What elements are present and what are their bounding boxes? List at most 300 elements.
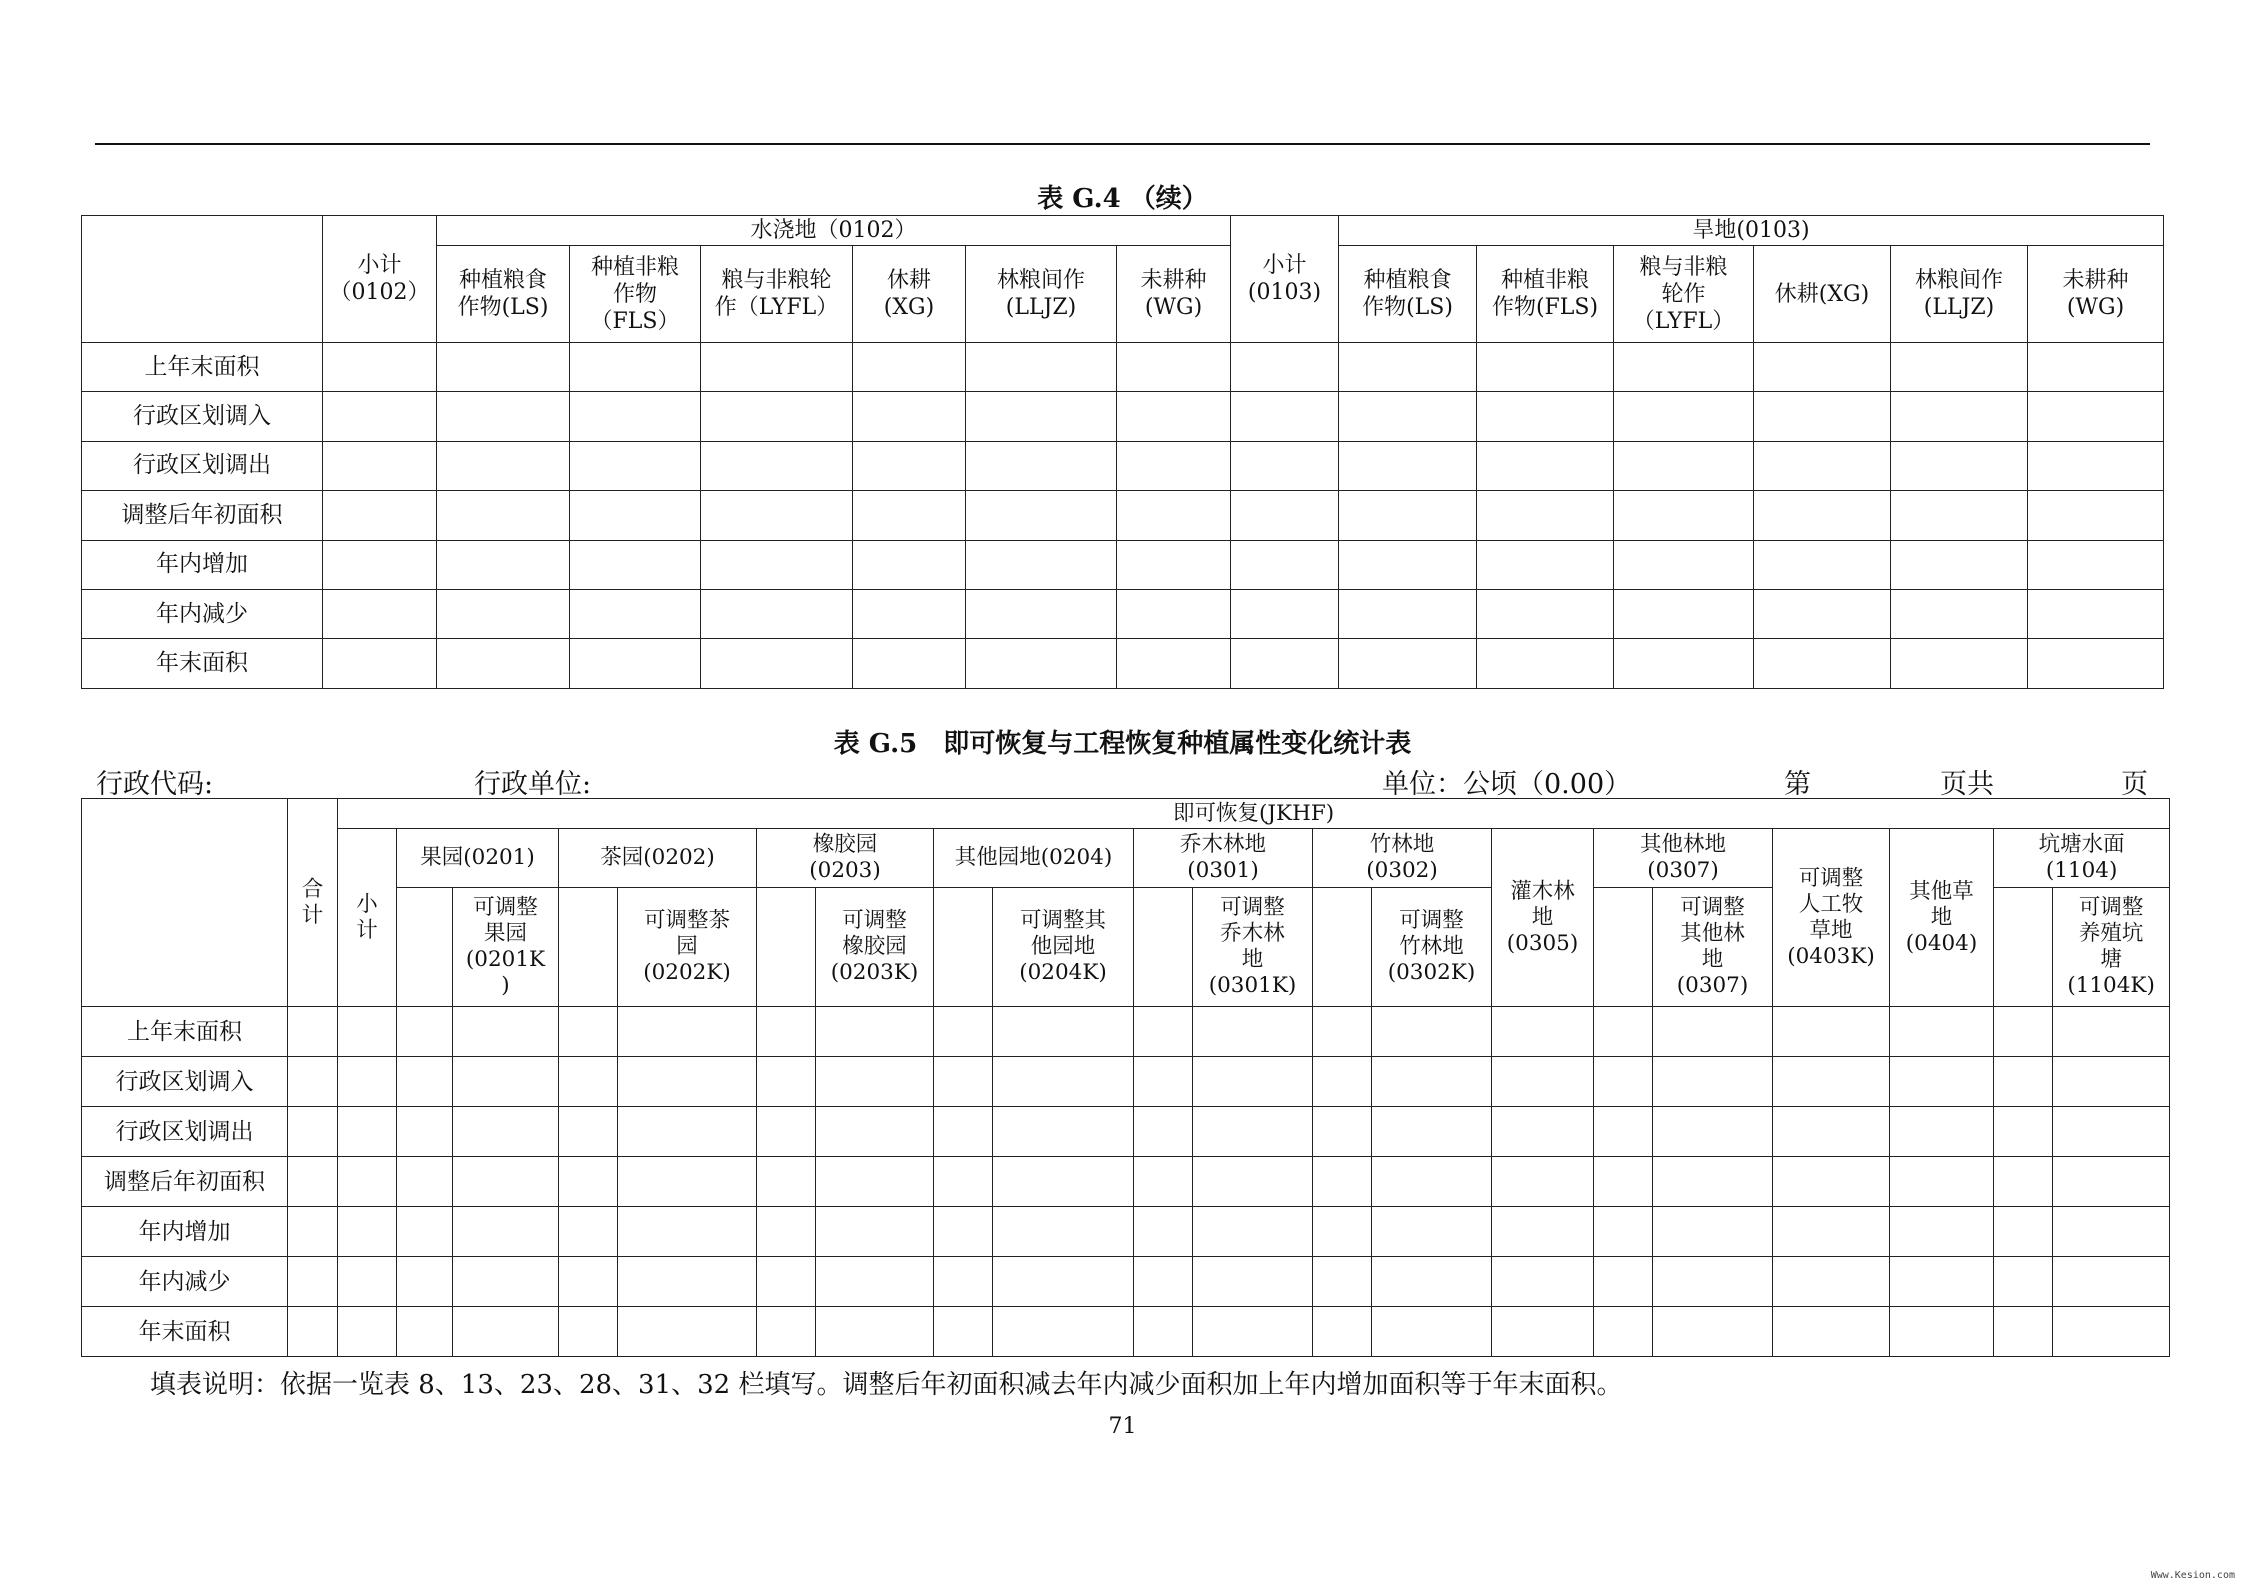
- data-cell: [1477, 540, 1614, 589]
- data-cell: [816, 1157, 934, 1207]
- admin-code-label: 行政代码:: [96, 769, 214, 800]
- data-cell: [993, 1157, 1134, 1207]
- adjustable-subheader: 可调整 其他林 地 (0307): [1653, 888, 1773, 1007]
- data-cell: [1890, 1257, 1994, 1307]
- data-cell: [816, 1007, 934, 1057]
- data-cell: [934, 1157, 993, 1207]
- data-cell: [1890, 1007, 1994, 1057]
- data-cell: [1372, 1107, 1492, 1157]
- data-cell: [338, 1257, 397, 1307]
- data-cell: [453, 1307, 559, 1357]
- row-label: 上年末面积: [82, 343, 323, 392]
- data-cell: [1313, 1257, 1372, 1307]
- data-cell: [1614, 343, 1754, 392]
- data-cell: [966, 392, 1117, 441]
- data-cell: [559, 1157, 618, 1207]
- data-cell: [993, 1207, 1134, 1257]
- data-cell: [1614, 441, 1754, 490]
- blank-subheader: [934, 888, 993, 1007]
- data-cell: [437, 589, 570, 638]
- data-cell: [1134, 1107, 1193, 1157]
- data-cell: [816, 1107, 934, 1157]
- row-label: 上年末面积: [82, 1007, 288, 1057]
- data-cell: [323, 392, 437, 441]
- data-cell: [1231, 441, 1339, 490]
- data-cell: [2053, 1007, 2170, 1057]
- data-cell: [701, 491, 853, 540]
- data-cell: [559, 1057, 618, 1107]
- data-cell: [1339, 540, 1477, 589]
- data-cell: [853, 392, 966, 441]
- data-cell: [757, 1307, 816, 1357]
- data-cell: [816, 1207, 934, 1257]
- data-cell: [570, 392, 701, 441]
- data-cell: [966, 540, 1117, 589]
- data-cell: [323, 639, 437, 688]
- data-cell: [288, 1157, 338, 1207]
- data-cell: [1594, 1007, 1653, 1057]
- data-cell: [1134, 1257, 1193, 1307]
- data-cell: [1231, 540, 1339, 589]
- data-cell: [1313, 1057, 1372, 1107]
- row-label: 调整后年初面积: [82, 1157, 288, 1207]
- data-cell: [1117, 392, 1231, 441]
- data-cell: [397, 1107, 453, 1157]
- data-cell: [559, 1307, 618, 1357]
- data-cell: [1193, 1007, 1313, 1057]
- data-cell: [1754, 392, 1891, 441]
- data-cell: [2028, 343, 2164, 392]
- data-cell: [816, 1257, 934, 1307]
- data-cell: [1313, 1307, 1372, 1357]
- data-cell: [1994, 1157, 2053, 1207]
- row-label: 年内减少: [82, 1257, 288, 1307]
- data-cell: [1773, 1007, 1890, 1057]
- row-label: 年内增加: [82, 1207, 288, 1257]
- data-cell: [1492, 1257, 1594, 1307]
- table-row: [82, 343, 2164, 392]
- data-cell: [570, 589, 701, 638]
- group-header: 竹林地 (0302): [1313, 829, 1492, 888]
- data-cell: [701, 441, 853, 490]
- data-cell: [1773, 1207, 1890, 1257]
- col-dry-3: 粮与非粮 轮作 （LYFL）: [1614, 246, 1754, 343]
- data-cell: [853, 491, 966, 540]
- data-cell: [1313, 1207, 1372, 1257]
- data-cell: [397, 1207, 453, 1257]
- data-cell: [1594, 1257, 1653, 1307]
- data-cell: [2028, 441, 2164, 490]
- data-cell: [1339, 392, 1477, 441]
- data-cell: [1134, 1307, 1193, 1357]
- group-header: 坑塘水面 (1104): [1994, 829, 2170, 888]
- data-cell: [1492, 1207, 1594, 1257]
- data-cell: [853, 589, 966, 638]
- table-row: [82, 589, 2164, 638]
- data-cell: [323, 343, 437, 392]
- data-cell: [1117, 589, 1231, 638]
- col-dry-1: 种植粮食 作物(LS): [1339, 246, 1477, 343]
- data-cell: [397, 1157, 453, 1207]
- data-cell: [2028, 540, 2164, 589]
- table-row: [82, 1307, 2170, 1357]
- data-cell: [397, 1057, 453, 1107]
- subtotal-0102: 小计 （0102）: [323, 216, 437, 343]
- data-cell: [323, 540, 437, 589]
- data-cell: [618, 1307, 757, 1357]
- data-cell: [288, 1307, 338, 1357]
- data-cell: [934, 1257, 993, 1307]
- data-cell: [559, 1257, 618, 1307]
- data-cell: [1193, 1207, 1313, 1257]
- data-cell: [966, 589, 1117, 638]
- data-cell: [1891, 441, 2028, 490]
- data-cell: [1890, 1157, 1994, 1207]
- data-cell: [1193, 1257, 1313, 1307]
- row-label: 调整后年初面积: [82, 491, 323, 540]
- data-cell: [1231, 639, 1339, 688]
- data-cell: [934, 1307, 993, 1357]
- data-cell: [1477, 392, 1614, 441]
- row-label: 行政区划调出: [82, 441, 323, 490]
- total-header: 合 计: [288, 799, 338, 1007]
- data-cell: [1594, 1107, 1653, 1157]
- data-cell: [1231, 343, 1339, 392]
- data-cell: [397, 1007, 453, 1057]
- row-label: 行政区划调入: [82, 392, 323, 441]
- data-cell: [2053, 1057, 2170, 1107]
- admin-unit-label: 行政单位:: [474, 769, 592, 800]
- data-cell: [993, 1307, 1134, 1357]
- data-cell: [1339, 639, 1477, 688]
- data-cell: [288, 1257, 338, 1307]
- group-dry-land: 旱地(0103): [1339, 216, 2164, 246]
- fill-instructions: 填表说明：依据一览表 8、13、23、28、31、32 栏填写。调整后年初面积减去年内减少面积加上年内增加面积等于年末面积。: [150, 1370, 1623, 1400]
- data-cell: [757, 1257, 816, 1307]
- data-cell: [1117, 441, 1231, 490]
- data-cell: [1231, 392, 1339, 441]
- data-cell: [397, 1257, 453, 1307]
- table-g4-title: 表 G.4 （续）: [1037, 184, 1208, 214]
- data-cell: [757, 1057, 816, 1107]
- data-cell: [1492, 1107, 1594, 1157]
- adjustable-subheader: 可调整 竹林地 (0302K): [1372, 888, 1492, 1007]
- data-cell: [701, 540, 853, 589]
- data-cell: [338, 1157, 397, 1207]
- data-cell: [397, 1307, 453, 1357]
- table-row: [82, 639, 2164, 688]
- adjustable-subheader: 可调整 养殖坑 塘 (1104K): [2053, 888, 2170, 1007]
- table-row: [82, 1257, 2170, 1307]
- data-cell: [618, 1257, 757, 1307]
- data-cell: [966, 343, 1117, 392]
- data-cell: [1614, 540, 1754, 589]
- data-cell: [1313, 1007, 1372, 1057]
- header-rule: [95, 143, 2150, 145]
- data-cell: [1594, 1307, 1653, 1357]
- data-cell: [757, 1107, 816, 1157]
- data-cell: [1372, 1057, 1492, 1107]
- data-cell: [1231, 491, 1339, 540]
- data-cell: [1492, 1007, 1594, 1057]
- data-cell: [701, 589, 853, 638]
- data-cell: [1754, 343, 1891, 392]
- table-row: [82, 491, 2164, 540]
- page-label-1: 第: [1784, 769, 1811, 800]
- data-cell: [1754, 589, 1891, 638]
- data-cell: [1754, 540, 1891, 589]
- data-cell: [1477, 589, 1614, 638]
- data-cell: [453, 1057, 559, 1107]
- data-cell: [701, 639, 853, 688]
- data-cell: [2028, 392, 2164, 441]
- adjustable-subheader: 可调整其 他园地 (0204K): [993, 888, 1134, 1007]
- data-cell: [437, 392, 570, 441]
- jkhf-header: 即可恢复(JKHF): [338, 799, 2170, 829]
- data-cell: [1313, 1157, 1372, 1207]
- data-cell: [453, 1007, 559, 1057]
- data-cell: [1994, 1207, 2053, 1257]
- data-cell: [1994, 1007, 2053, 1057]
- data-cell: [934, 1007, 993, 1057]
- data-cell: [1594, 1057, 1653, 1107]
- data-cell: [701, 392, 853, 441]
- col-irrigated-4: 休耕 (XG): [853, 246, 966, 343]
- blank-subheader: [1134, 888, 1193, 1007]
- data-cell: [1492, 1057, 1594, 1107]
- table-row: [82, 540, 2164, 589]
- data-cell: [1193, 1107, 1313, 1157]
- data-cell: [2028, 639, 2164, 688]
- data-cell: [1134, 1157, 1193, 1207]
- row-label: 年内减少: [82, 589, 323, 638]
- blank-subheader: [1313, 888, 1372, 1007]
- data-cell: [1339, 589, 1477, 638]
- col-irrigated-5: 林粮间作 (LLJZ): [966, 246, 1117, 343]
- data-cell: [1994, 1107, 2053, 1157]
- corner-cell: [82, 799, 288, 1007]
- data-cell: [2053, 1207, 2170, 1257]
- data-cell: [559, 1207, 618, 1257]
- data-cell: [966, 639, 1117, 688]
- data-cell: [1339, 491, 1477, 540]
- data-cell: [453, 1107, 559, 1157]
- col-irrigated-3: 粮与非粮轮 作（LYFL）: [701, 246, 853, 343]
- data-cell: [1754, 441, 1891, 490]
- data-cell: [1339, 441, 1477, 490]
- data-cell: [1891, 392, 2028, 441]
- data-cell: [1372, 1257, 1492, 1307]
- subtotal-header: 小 计: [338, 829, 397, 1007]
- data-cell: [2053, 1157, 2170, 1207]
- data-cell: [2053, 1107, 2170, 1157]
- data-cell: [1372, 1157, 1492, 1207]
- data-cell: [2028, 589, 2164, 638]
- data-cell: [757, 1207, 816, 1257]
- table-g4: [81, 215, 2164, 689]
- data-cell: [2053, 1257, 2170, 1307]
- blank-subheader: [397, 888, 453, 1007]
- data-cell: [1891, 343, 2028, 392]
- data-cell: [1134, 1007, 1193, 1057]
- page-label-2: 页共: [1940, 769, 1994, 800]
- data-cell: [1492, 1157, 1594, 1207]
- blank-subheader: [1994, 888, 2053, 1007]
- data-cell: [437, 639, 570, 688]
- page-label-3: 页: [2121, 769, 2148, 800]
- data-cell: [1754, 491, 1891, 540]
- data-cell: [1614, 491, 1754, 540]
- row-label: 年末面积: [82, 1307, 288, 1357]
- data-cell: [853, 441, 966, 490]
- data-cell: [701, 343, 853, 392]
- data-cell: [934, 1057, 993, 1107]
- data-cell: [1994, 1307, 2053, 1357]
- data-cell: [618, 1107, 757, 1157]
- data-cell: [1891, 540, 2028, 589]
- data-cell: [1653, 1007, 1773, 1057]
- col-irrigated-1: 种植粮食 作物(LS): [437, 246, 570, 343]
- table-row: [82, 1157, 2170, 1207]
- col-dry-4: 休耕(XG): [1754, 246, 1891, 343]
- data-cell: [853, 343, 966, 392]
- data-cell: [1372, 1307, 1492, 1357]
- data-cell: [1193, 1157, 1313, 1207]
- data-cell: [1891, 491, 2028, 540]
- data-cell: [1614, 589, 1754, 638]
- data-cell: [1890, 1307, 1994, 1357]
- data-cell: [1477, 441, 1614, 490]
- data-cell: [618, 1007, 757, 1057]
- data-cell: [966, 441, 1117, 490]
- data-cell: [1773, 1107, 1890, 1157]
- table-row: [82, 1057, 2170, 1107]
- table-row: [82, 1207, 2170, 1257]
- data-cell: [1117, 343, 1231, 392]
- data-cell: [1594, 1207, 1653, 1257]
- data-cell: [437, 441, 570, 490]
- data-cell: [570, 540, 701, 589]
- data-cell: [993, 1057, 1134, 1107]
- data-cell: [323, 441, 437, 490]
- data-cell: [1653, 1307, 1773, 1357]
- data-cell: [1477, 491, 1614, 540]
- data-cell: [570, 491, 701, 540]
- data-cell: [1339, 343, 1477, 392]
- data-cell: [1653, 1057, 1773, 1107]
- data-cell: [1773, 1307, 1890, 1357]
- data-cell: [1773, 1257, 1890, 1307]
- data-cell: [1754, 639, 1891, 688]
- data-cell: [338, 1057, 397, 1107]
- data-cell: [1372, 1207, 1492, 1257]
- data-cell: [1891, 589, 2028, 638]
- data-cell: [934, 1207, 993, 1257]
- row-label: 行政区划调入: [82, 1057, 288, 1107]
- data-cell: [993, 1257, 1134, 1307]
- data-cell: [1891, 639, 2028, 688]
- data-cell: [1231, 589, 1339, 638]
- pasture-header: 可调整 人工牧 草地 (0403K): [1773, 829, 1890, 1007]
- data-cell: [1653, 1257, 1773, 1307]
- data-cell: [1773, 1157, 1890, 1207]
- data-cell: [288, 1057, 338, 1107]
- data-cell: [2053, 1307, 2170, 1357]
- data-cell: [1594, 1157, 1653, 1207]
- data-cell: [323, 589, 437, 638]
- measure-unit-label: 单位：公顷（0.00）: [1382, 769, 1632, 800]
- data-cell: [1653, 1207, 1773, 1257]
- data-cell: [338, 1107, 397, 1157]
- data-cell: [559, 1107, 618, 1157]
- data-cell: [288, 1207, 338, 1257]
- blank-subheader: [1594, 888, 1653, 1007]
- row-label: 年内增加: [82, 540, 323, 589]
- group-header: 其他林地 (0307): [1594, 829, 1773, 888]
- data-cell: [453, 1257, 559, 1307]
- data-cell: [618, 1157, 757, 1207]
- data-cell: [323, 491, 437, 540]
- data-cell: [288, 1007, 338, 1057]
- data-cell: [1134, 1057, 1193, 1107]
- data-cell: [437, 343, 570, 392]
- blank-subheader: [559, 888, 618, 1007]
- watermark: Www.Kesion.com: [2150, 1570, 2235, 1581]
- data-cell: [757, 1157, 816, 1207]
- data-cell: [570, 343, 701, 392]
- group-header: 果园(0201): [397, 829, 559, 888]
- table-row: [82, 441, 2164, 490]
- data-cell: [288, 1107, 338, 1157]
- group-irrigated-land: 水浇地（0102）: [437, 216, 1231, 246]
- shrub-forest-header: 灌木林 地 (0305): [1492, 829, 1594, 1007]
- data-cell: [1193, 1307, 1313, 1357]
- data-cell: [437, 540, 570, 589]
- data-cell: [1890, 1057, 1994, 1107]
- data-cell: [1492, 1307, 1594, 1357]
- data-cell: [453, 1207, 559, 1257]
- data-cell: [1890, 1207, 1994, 1257]
- data-cell: [1994, 1257, 2053, 1307]
- group-header: 橡胶园 (0203): [757, 829, 934, 888]
- data-cell: [618, 1207, 757, 1257]
- col-irrigated-2: 种植非粮 作物 （FLS）: [570, 246, 701, 343]
- data-cell: [1477, 639, 1614, 688]
- data-cell: [559, 1007, 618, 1057]
- data-cell: [1117, 639, 1231, 688]
- data-cell: [816, 1057, 934, 1107]
- adjustable-subheader: 可调整 果园 (0201K ): [453, 888, 559, 1007]
- data-cell: [1773, 1057, 1890, 1107]
- data-cell: [1614, 392, 1754, 441]
- subtotal-0103: 小计 (0103): [1231, 216, 1339, 343]
- col-irrigated-6: 未耕种 (WG): [1117, 246, 1231, 343]
- data-cell: [570, 639, 701, 688]
- group-header: 其他园地(0204): [934, 829, 1134, 888]
- data-cell: [1653, 1107, 1773, 1157]
- data-cell: [966, 491, 1117, 540]
- data-cell: [853, 540, 966, 589]
- data-cell: [1477, 343, 1614, 392]
- data-cell: [1117, 491, 1231, 540]
- data-cell: [1117, 540, 1231, 589]
- data-cell: [1193, 1057, 1313, 1107]
- data-cell: [1134, 1207, 1193, 1257]
- data-cell: [2028, 491, 2164, 540]
- other-grass-header: 其他草 地 (0404): [1890, 829, 1994, 1007]
- table-row: [82, 1107, 2170, 1157]
- data-cell: [338, 1207, 397, 1257]
